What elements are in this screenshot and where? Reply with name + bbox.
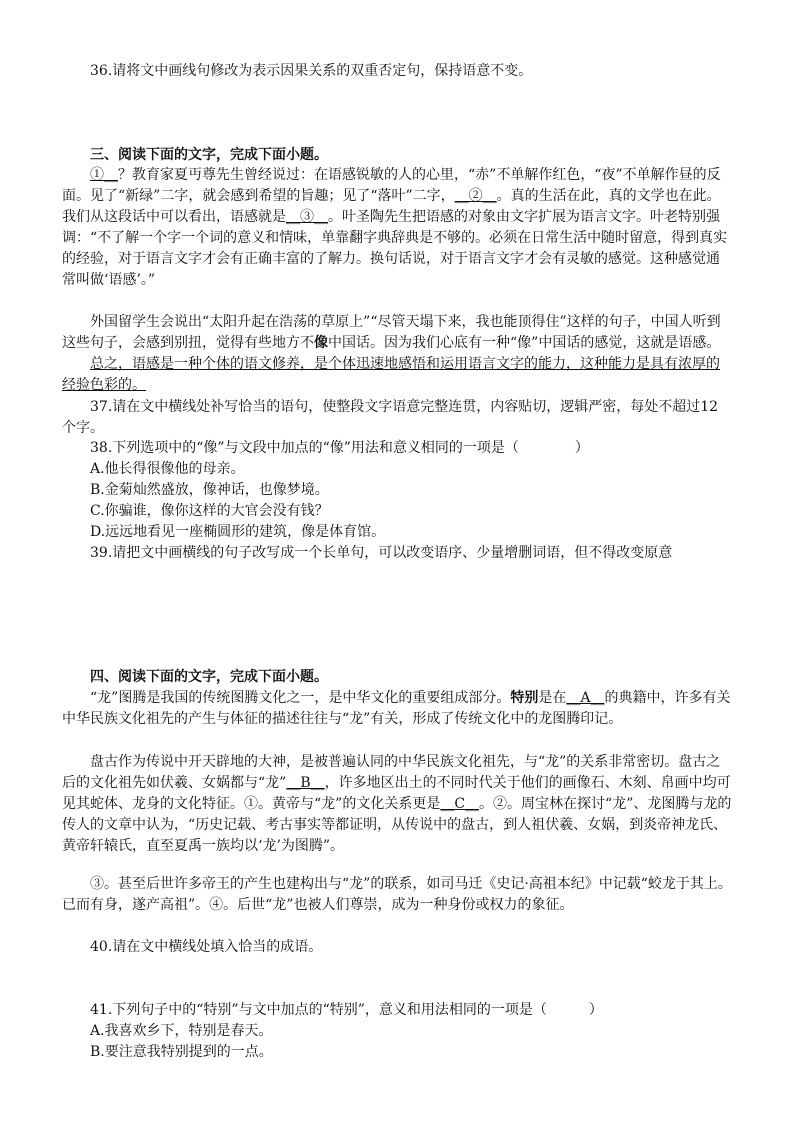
question-40: 40.请在文中横线处填入恰当的成语。 — [90, 939, 323, 955]
question-38-option-d: D.远远地看见一座椭圆形的建筑，像是体育馆。 — [90, 524, 386, 540]
question-38-option-a: A.他长得很像他的母亲。 — [90, 461, 245, 477]
question-39: 39.请把文中画横线的句子改写成一个长单句，可以改变语序、少量增删词语，但不得改变原意 — [90, 545, 673, 561]
blank-1: ①__ — [90, 167, 118, 183]
dotted-word-tebie: 特别 — [510, 690, 539, 706]
section-3-paragraph-3 — [62, 354, 732, 396]
blank-2: __②__ — [454, 188, 497, 204]
blank-a: __A__ — [566, 690, 605, 706]
question-37: 37.请在文中横线处补写恰当的语句，使整段文字语意完整连贯，内容贴切，逻辑严密，每处不超过12个字。 — [62, 399, 719, 436]
blank-c: __C__ — [440, 796, 480, 812]
section-3-paragraph-2: 外国留学生会说出“太阳升起在浩荡的草原上”“尽管天塌下来，我也能顶得住”这样的句子，中国人听到这些句子，会感到别扭，觉得有些地方不像中国话。因为我们心底有一种“像”中国话的感觉，这就是语感。 — [62, 314, 721, 351]
question-41-option-a: A.我喜欢乡下，特别是春天。 — [90, 1023, 273, 1039]
section-4-paragraph-3: ③。甚至后世许多帝王的产生也建构出与“龙”的联系，如司马迁《史记·高祖本纪》中记载“蛟龙于其上。已而有身，遂产高祖”。④。后世“龙”也被人们尊崇，成为一种身份或权力的象征。 — [62, 876, 732, 913]
section-3-paragraph-1: ①__？教育家夏丏尊先生曾经说过：在语感锐敏的人的心里，“赤”不单解作红色，“夜”不单解作昼的反面。见了“新绿”二字，就会感到希望的旨趣；见了“落叶”二字，__②__。真的生活在此，真的文学也在此。我们从这段话中可以看出，语感就是__③__。叶圣陶先生把语感的对象由文字扩展为语言文字。叶老特别强调：“不了解一个字一个词的意义和情味，单靠翻字典辞典是不够的。必须在日常生活中随时留意，得到真实的经验，对于语言文字才会有正确丰富的了解力。换句话说，对于语言文字才会有灵敏的感觉。这种感觉通常叫做‘语感’。” — [62, 167, 728, 288]
question-41: 41.下列句子中的“特别”与文中加点的“特别”，意义和用法相同的一项是（ ） — [90, 1002, 603, 1018]
dotted-word-xiang: 像 — [314, 335, 328, 351]
blank-3: __③__ — [286, 209, 328, 225]
section-4-paragraph-1: “龙”图腾是我国的传统图腾文化之一，是中华文化的重要组成部分。特别是在__A__的典籍中，许多有关中华民族文化祖先的产生与体征的描述往往与“龙”有关，形成了传统文化中的龙图腾印记。 — [62, 690, 731, 727]
blank-b: __B__ — [286, 775, 325, 791]
question-38-option-b: B.金菊灿然盛放，像神话，也像梦境。 — [90, 482, 329, 498]
section-4-paragraph-2: 盘古作为传说中开天辟地的大神，是被普遍认同的中华民族文化祖先，与“龙”的关系非常密切。盘古之后的文化祖先如伏羲、女娲都与“龙”__B__，许多地区出土的不同时代关于他们的画像石、木刻、帛画中均可见其蛇体、龙身的文化特征。①。黄帝与“龙”的文化关系更是__C__。②。周宝林在探讨“龙”、龙图腾与龙的传人的文章中认为，“历史记载、考古事实等都证明，从传说中的盘古，到人祖伏羲、女娲，到炎帝神龙氏、黄帝轩辕氏，直至夏禹一族均以‘龙’为图腾”。 — [62, 754, 732, 854]
question-38-option-c: C.你骗谁，像你这样的大官会没有钱？ — [90, 503, 329, 519]
section-4-title: 四、阅读下面的文字，完成下面小题。 — [90, 669, 328, 685]
question-41-option-b: B.要注意我特别提到的一点。 — [90, 1044, 273, 1060]
section-3-title: 三、阅读下面的文字，完成下面小题。 — [90, 147, 328, 163]
question-36: 36.请将文中画线句修改为表示因果关系的双重否定句，保持语意不变。 — [90, 63, 533, 79]
question-38: 38.下列选项中的“像”与文段中加点的“像”用法和意义相同的一项是（ ） — [90, 440, 589, 456]
underlined-sentence: 总之，语感是一种个体的语文修养，是个体迅速地感悟和运用语言文字的能力，这种能力是具有浓厚的经验色彩的。 — [62, 356, 720, 393]
